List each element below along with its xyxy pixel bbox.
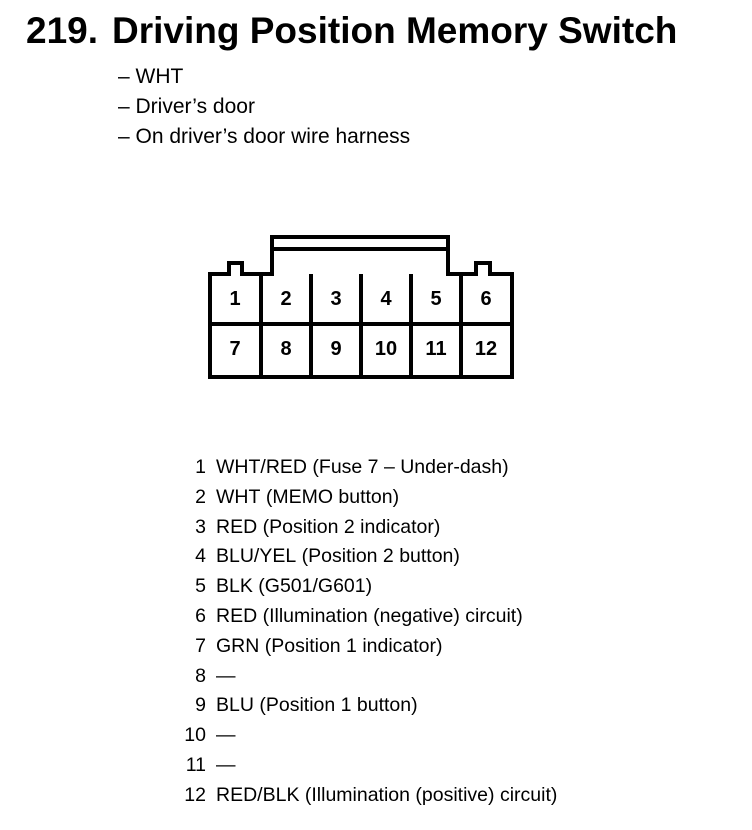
pin-number: 1 [195, 456, 206, 478]
pin-row-12 [178, 781, 557, 811]
subtitle-location: – Driver’s door [118, 95, 255, 118]
pin-row-3 [178, 513, 557, 543]
pin-desc: (Position 2 button) [301, 545, 460, 568]
cell-6: 6 [480, 288, 492, 310]
pin-desc: (G501/G601) [258, 575, 373, 598]
pin-wire: BLU/YEL [216, 545, 297, 568]
pin-number: 10 [184, 724, 206, 747]
pin-number: 11 [185, 753, 206, 776]
pin-number: 8 [195, 664, 206, 687]
cell-1: 1 [229, 288, 241, 310]
cell-5: 5 [430, 288, 442, 310]
section-number: 219. [26, 10, 99, 51]
pin-number: 12 [184, 783, 206, 806]
pin-number: 7 [195, 634, 206, 657]
pin-row-1 [178, 453, 557, 483]
cell-11: 11 [425, 338, 447, 360]
pin-desc: (Illumination (negative) circuit) [262, 604, 523, 627]
cell-4: 4 [380, 288, 392, 310]
pin-wire: WHT [216, 485, 261, 508]
cell-12: 12 [474, 338, 498, 360]
cell-3: 3 [330, 288, 342, 310]
section-title: Driving Position Memory Switch [112, 10, 678, 51]
pin-row-9 [178, 691, 557, 721]
pin-wire: — [216, 664, 236, 687]
pin-desc: (Position 1 button) [259, 694, 418, 717]
pin-row-4 [178, 542, 557, 572]
pin-row-2 [178, 483, 557, 513]
pin-number: 2 [195, 485, 206, 508]
pin-number: 3 [195, 515, 206, 538]
cell-9: 9 [330, 338, 342, 360]
pin-wire: RED/BLK [216, 783, 300, 806]
pin-number: 9 [195, 694, 206, 717]
pin-number: 5 [195, 575, 206, 598]
pin-wire: BLU [216, 694, 254, 717]
pin-desc: (Illumination (positive) circuit) [304, 783, 558, 806]
pin-wire: — [216, 753, 236, 776]
pin-desc: (Position 1 indicator) [264, 634, 443, 657]
pin-row-7 [178, 632, 557, 662]
cell-7: 7 [229, 338, 241, 360]
pin-row-10 [178, 721, 557, 751]
pin-row-11 [178, 751, 557, 781]
subtitle-color: – WHT [118, 65, 184, 88]
pinout-list [178, 453, 557, 811]
pin-wire: RED [216, 604, 258, 627]
pin-wire: — [216, 724, 236, 747]
pin-wire: WHT/RED [216, 456, 307, 478]
pin-wire: RED [216, 515, 258, 538]
pin-wire: BLK [216, 575, 253, 598]
cell-10: 10 [374, 338, 398, 360]
pin-number: 4 [195, 545, 206, 568]
pin-row-5 [178, 572, 557, 602]
pin-row-6 [178, 602, 557, 632]
pin-wire: GRN [216, 634, 260, 657]
pin-number: 6 [195, 604, 206, 627]
pin-desc: (Position 2 indicator) [262, 515, 441, 538]
pin-desc: (Fuse 7 – Under-dash) [312, 456, 509, 478]
cell-2: 2 [280, 288, 292, 310]
pin-row-8 [178, 662, 557, 692]
pin-desc: (MEMO button) [265, 485, 400, 508]
cell-8: 8 [280, 338, 292, 360]
subtitle-harness: – On driver’s door wire harness [118, 125, 411, 148]
